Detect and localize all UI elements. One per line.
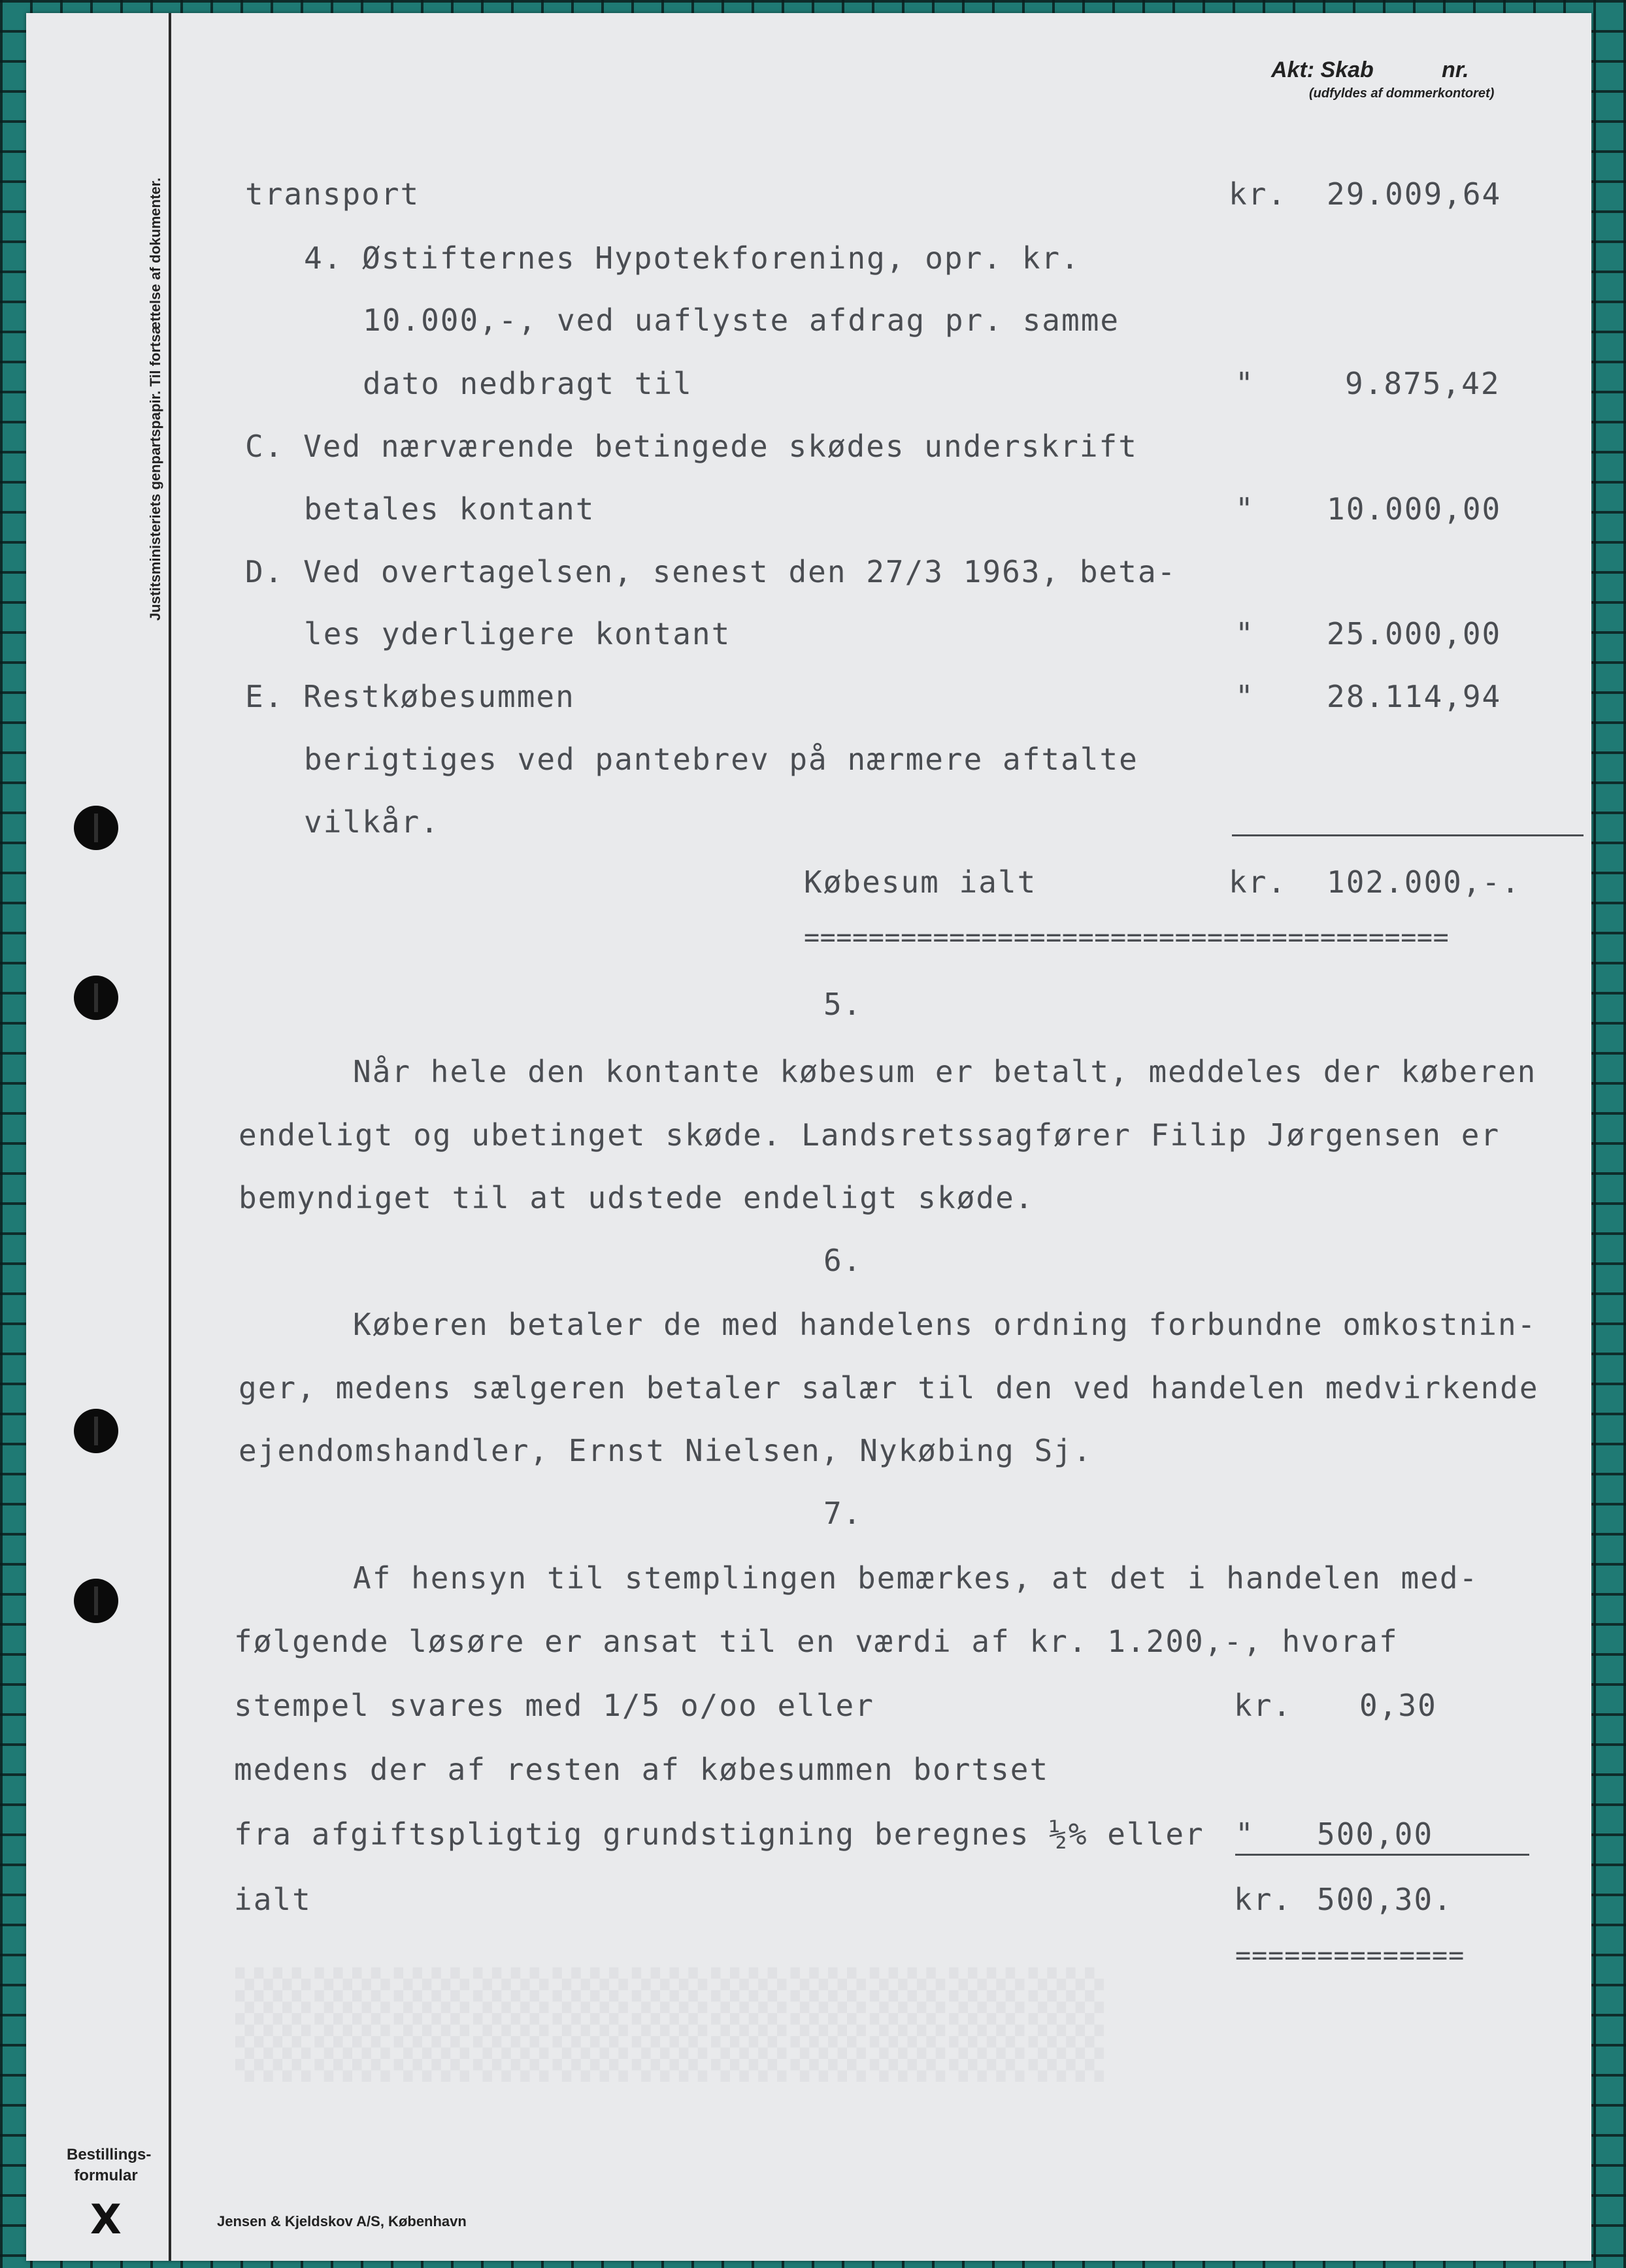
clause-e-amount: 28.114,94 [1327, 679, 1502, 714]
ditto-mark: " [1235, 491, 1255, 527]
levy-underline [1235, 1854, 1529, 1856]
section7-line: medens der af resten af købesummen bortset [234, 1752, 1050, 1787]
total-currency: kr. [1229, 864, 1287, 900]
printer-footer: Jensen & Kjeldskov A/S, København [217, 2213, 467, 2229]
section7-line: Af hensyn til stemplingen bemærkes, at det i handelen med- [353, 1560, 1479, 1596]
order-form-label-line: Bestillings- [67, 2146, 152, 2163]
item4-line: dato nedbragt til [363, 366, 693, 401]
total-label: Købesum ialt [804, 864, 1037, 900]
section6-line: Køberen betaler de med handelens ordning forbundne omkostnin- [353, 1307, 1537, 1342]
section7-line: stempel svares med 1/5 o/oo eller [234, 1688, 874, 1723]
section-number: 7. [823, 1496, 863, 1531]
item4-line: 10.000,-, ved uaflyste afdrag pr. samme [363, 303, 1120, 338]
clause-d-amount: 25.000,00 [1327, 616, 1502, 651]
ditto-mark: " [1235, 679, 1255, 714]
clause-d-line: les yderligere kontant [304, 616, 731, 651]
section-number: 6. [823, 1243, 863, 1278]
punch-hole [74, 976, 118, 1020]
stamp-amount: 0,30 [1359, 1688, 1437, 1723]
section5-line: endeligt og ubetinget skøde. Landsretssagfører Filip Jørgensen er [239, 1117, 1501, 1153]
section5-line: Når hele den kontante købesum er betalt, meddeles der køberen [353, 1054, 1537, 1089]
clause-d-line: D. Ved overtagelsen, senest den 27/3 1963, beta- [245, 554, 1177, 589]
section7-line: ialt [234, 1882, 312, 1917]
transport-label: transport [245, 176, 420, 212]
item4-line: 4. Østifternes Hypotekforening, opr. kr. [304, 240, 1080, 276]
punch-hole [74, 806, 118, 850]
section-number: 5. [823, 987, 863, 1022]
clause-c-amount: 10.000,00 [1327, 491, 1502, 527]
stamp-total-amount: 500,30. [1317, 1882, 1453, 1917]
bleed-through: ▒▒▒▒▒▒▒▒▒▒▒ [235, 1967, 1108, 2082]
section6-line: ejendomshandler, Ernst Nielsen, Nykøbing Sj. [239, 1433, 1093, 1468]
total-amount: 102.000,-. [1327, 864, 1521, 900]
order-form-label-line: formular [74, 2167, 138, 2184]
order-form-label [67, 2145, 152, 2186]
final-double-rule: ============== [1235, 1941, 1465, 1971]
section5-line: bemyndiget til at udstede endeligt skøde. [239, 1180, 1035, 1215]
order-form-mark: X [90, 2195, 122, 2243]
transport-amount: 29.009,64 [1327, 176, 1502, 212]
clause-e-line: E. Restkøbesummen [245, 679, 575, 714]
ditto-mark: " [1235, 616, 1255, 651]
stamp-currency: kr. [1234, 1688, 1293, 1723]
clause-c-line: betales kontant [304, 491, 595, 527]
akt-nr-label: nr. [1442, 58, 1469, 82]
transport-currency: kr. [1229, 176, 1287, 212]
section7-line: fra afgiftspligtig grundstigning beregnes ½% eller [234, 1816, 1204, 1852]
section7-line: følgende løsøre er ansat til en værdi af kr. 1.200,-, hvoraf [234, 1624, 1399, 1659]
punch-hole [74, 1579, 118, 1623]
clause-c-line: C. Ved nærværende betingede skødes underskrift [245, 429, 1138, 464]
document-page [26, 13, 1591, 2261]
clause-e-line: berigtiges ved pantebrev på nærmere aftalte [304, 742, 1138, 777]
margin-line [169, 13, 171, 2261]
ditto-mark: " [1235, 366, 1255, 401]
ditto-mark: " [1235, 1816, 1255, 1852]
double-rule: ======================================== [804, 923, 1450, 953]
punch-hole [74, 1409, 118, 1453]
levy-amount: 500,00 [1317, 1816, 1434, 1852]
clause-e-line: vilkår. [304, 804, 440, 840]
item4-amount: 9.875,42 [1345, 366, 1501, 401]
section6-line: ger, medens sælgeren betaler salær til den ved handelen medvirkende [239, 1370, 1539, 1405]
akt-label: Akt: Skab [1271, 58, 1374, 82]
sum-rule [1232, 834, 1584, 836]
stamp-total-currency: kr. [1234, 1882, 1293, 1917]
side-text: Justitsministeriets genpartspapir. Til fortsættelse af dokumenter. [147, 177, 163, 621]
akt-note: (udfyldes af dommerkontoret) [1309, 86, 1495, 101]
